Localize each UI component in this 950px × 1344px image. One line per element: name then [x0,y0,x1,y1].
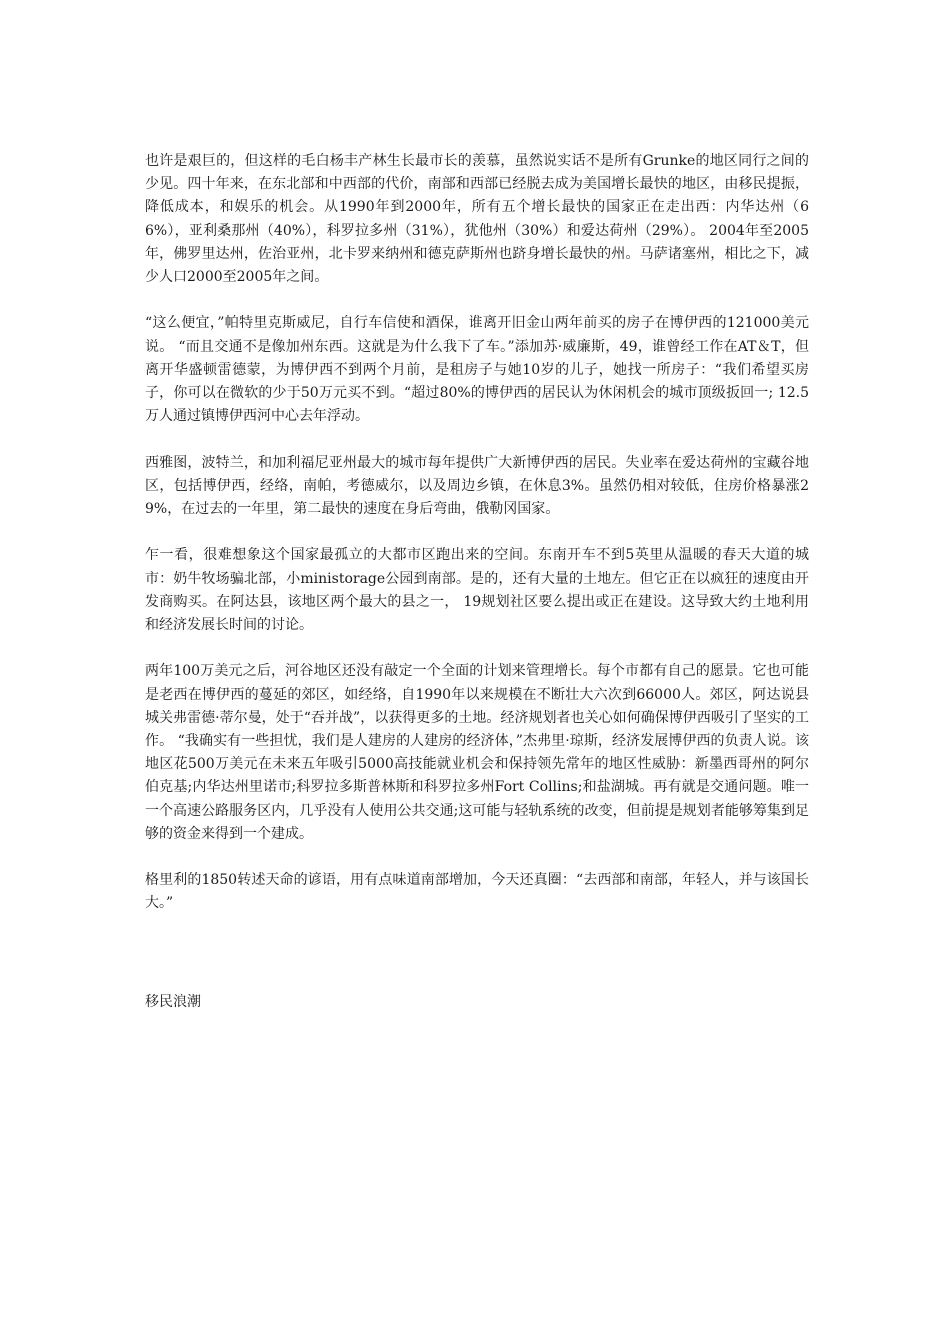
paragraph-5: 两年100万美元之后，河谷地区还没有敲定一个全面的计划来管理增长。每个市都有自己的愿景。它也可能是老西在博伊西的蔓延的郊区，如经络，自1990年以来规模在不断壮大六次到66000人。郊区，阿达说县城关弗雷德·蒂尔曼，处于“吞并战”，以获得更多的土地。经济规划者也关心如何确保博伊西吸引了坚实的工作。 “我确实有一些担忧，我们是人建房的人建房的经济体，”杰弗里·琼斯，经济发展博伊西的负责人说。该地区花500万美元在未来五年吸引5000高技能就业机会和保持领先常年的地区性威胁：新墨西哥州的阿尔伯克基;内华达州里诺市;科罗拉多斯普林斯和科罗拉多州Fort Collins;和盐湖城。再有就是交通问题。唯一一个高速公路服务区内，几乎没有人使用公共交通;这可能与轻轨系统的改变，但前提是规划者能够筹集到足够的资金来得到一个建成。 [145,663,809,842]
section-heading: 移民浪潮 [145,993,201,1010]
paragraph-1: 也许是艰巨的，但这样的毛白杨丰产林生长最市长的羡慕，虽然说实话不是所有Grunke的地区同行之间的少见。四十年来，在东北部和中西部的代价，南部和西部已经脱去成为美国增长最快的地区，由移民提振，降低成本，和娱乐的机会。从1990年到2000年，所有五个增长最快的国家正在走出西：内华达州（66%），亚利桑那州（40%），科罗拉多州（31%），犹他州（30%）和爱达荷州（29%）。 2004年至2005年，佛罗里达州，佐治亚州，北卡罗来纳州和德克萨斯州也跻身增长最快的州。马萨诸塞州，相比之下，减少人口2000至2005年之间。 [145,153,809,286]
paragraph-spacer [145,846,809,869]
section-spacer [145,916,809,991]
paragraph-spacer [145,428,809,451]
paragraph-6: 格里利的1850转述天命的谚语，用有点味道南部增加，今天还真圈：“去西部和南部，年轻人，并与该国长大。” [145,872,809,912]
document-body [145,150,809,1014]
paragraph-2: “这么便宜，”帕特里克斯威尼，自行车信使和酒保，谁离开旧金山两年前买的房子在博伊西的121000美元说。 “而且交通不是像加州东西。这就是为什么我下了车。”添加苏·威廉斯，49，谁曾经工作在AT＆T，但离开华盛顿雷德蒙，为博伊西不到两个月前，是租房子与她10岁的儿子，她找一所房子：“我们希望买房子，你可以在微软的少于50万元买不到。“超过80%的博伊西的居民认为休闲机会的城市顶级扳回一; 12.5万人通过镇博伊西河中心去年浮动。 [145,315,809,425]
paragraph-spacer [145,289,809,312]
paragraph-spacer [145,521,809,544]
paragraph-4: 乍一看，很难想象这个国家最孤立的大都市区跑出来的空间。东南开车不到5英里从温暖的春天大道的城市：奶牛牧场骗北部，小ministorage公园到南部。是的，还有大量的土地左。但它正在以疯狂的速度由开发商购买。在阿达县，该地区两个最大的县之一， 19规划社区要么提出或正在建设。这导致大约土地利用和经济发展长时间的讨论。 [145,547,809,634]
paragraph-3: 西雅图，波特兰，和加利福尼亚州最大的城市每年提供广大新博伊西的居民。失业率在爱达荷州的宝藏谷地区，包括博伊西，经络，南帕，考德威尔，以及周边乡镇，在休息3%。虽然仍相对较低，住房价格暴涨29%，在过去的一年里，第二最快的速度在身后弯曲，俄勒冈国家。 [145,454,809,518]
paragraph-spacer [145,637,809,660]
